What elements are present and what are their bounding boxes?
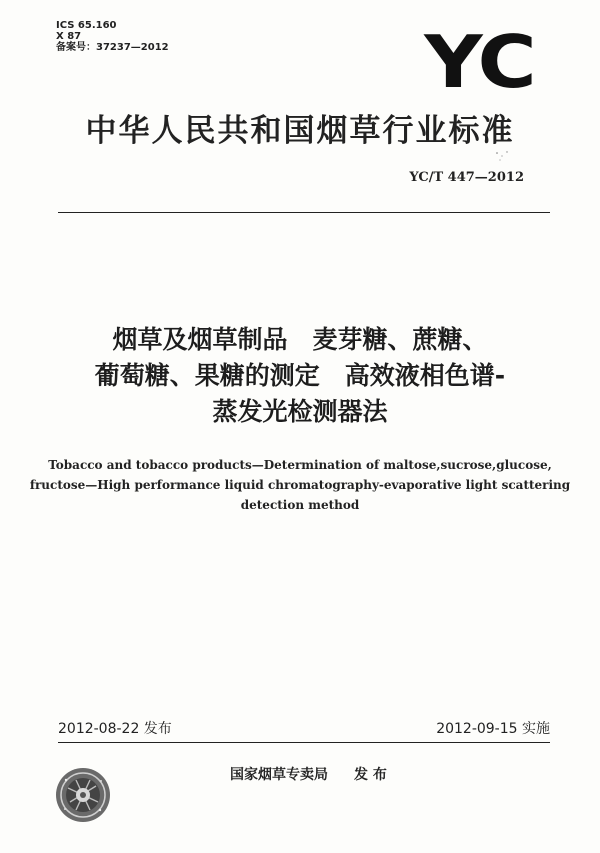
english-title-line-2: fructose—High performance liquid chromatography-evaporative light scattering <box>29 478 571 492</box>
document-title-line-1: 烟草及烟草制品 麦芽糖、蔗糖、 <box>112 325 488 354</box>
publisher-action: 发 布 <box>354 767 387 783</box>
english-title <box>0 455 600 515</box>
footer-divider <box>58 742 550 743</box>
english-title-line-1: Tobacco and tobacco products—Determination of maltose,sucrose,glucose, <box>48 458 552 472</box>
document-title-line-3: 蒸发光检测器法 <box>212 397 388 426</box>
document-title <box>0 322 600 430</box>
filing-number: 备案号：37237—2012 <box>56 42 169 53</box>
standard-code: YC/T 447—2012 <box>409 170 524 185</box>
ics-code: ICS 65.160 <box>56 20 117 31</box>
implementation-date: 2012-09-15 实施 <box>436 721 550 737</box>
header-divider <box>58 212 550 213</box>
standard-category-title: 中华人民共和国烟草行业标准 <box>85 113 515 149</box>
seal-icon <box>54 766 112 824</box>
issue-date: 2012-08-22 发布 <box>58 721 172 737</box>
yc-logo: YC <box>423 20 534 104</box>
classification-block <box>56 20 169 53</box>
document-title-line-2: 葡萄糖、果糖的测定 高效液相色谱- <box>94 361 506 390</box>
publisher-name: 国家烟草专卖局 <box>230 767 328 783</box>
publisher-line <box>230 766 387 784</box>
scan-specks-icon <box>492 148 516 164</box>
classification-code: X 87 <box>56 31 82 42</box>
english-title-line-3: detection method <box>240 498 360 512</box>
